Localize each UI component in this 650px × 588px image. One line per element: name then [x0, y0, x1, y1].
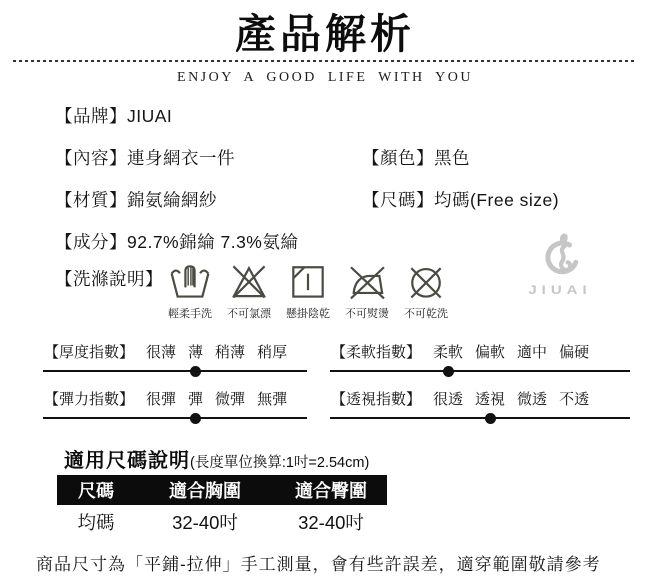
size-table-row — [57, 505, 387, 539]
content-row — [55, 145, 235, 170]
page-subtitle: ENJOY A GOOD LIFE WITH YOU — [177, 70, 473, 85]
index-option: 柔軟 — [433, 344, 464, 361]
elasticity-index — [43, 388, 307, 419]
wash-item — [167, 259, 213, 321]
logo-text: JIUAI — [528, 283, 592, 298]
measurement-disclaimer: 商品尺寸為「平鋪-拉伸」手工測量，會有些許誤差，適穿範圍敬請參考 — [36, 555, 601, 574]
thickness-index — [43, 341, 307, 372]
index-option: 稍厚 — [257, 344, 288, 361]
wash-item — [403, 259, 449, 321]
size-guide-title — [64, 444, 369, 473]
index-selected-dot — [190, 366, 201, 377]
brand-value: JIUAI — [127, 106, 173, 126]
wash-caption: 不可乾洗 — [404, 308, 448, 320]
index-option: 很透 — [433, 391, 464, 408]
index-option: 偏硬 — [559, 344, 590, 361]
index-label: 【透視指數】 — [331, 391, 422, 408]
index-scale-line — [43, 417, 307, 419]
color-label: 【顏色】 — [362, 148, 434, 168]
index-label: 【彈力指數】 — [44, 391, 135, 408]
content-label: 【內容】 — [55, 148, 127, 168]
wash-caption: 不可氯漂 — [227, 308, 271, 320]
index-option: 微彈 — [215, 391, 246, 408]
index-selected-dot — [190, 413, 201, 424]
index-scale-line — [43, 370, 307, 372]
hang-dry-shade-icon — [286, 259, 330, 303]
content-value: 連身網衣一件 — [127, 148, 235, 168]
index-option: 微透 — [517, 391, 548, 408]
size-table-header — [57, 475, 387, 505]
brand-row — [55, 103, 172, 128]
brand-logo — [516, 232, 604, 299]
index-option: 很薄 — [146, 344, 177, 361]
transparency-index — [330, 388, 630, 419]
wash-caption: 不可熨燙 — [345, 308, 389, 320]
wash-item — [226, 259, 272, 321]
material-value: 錦氨綸網紗 — [127, 190, 217, 210]
size-table — [57, 475, 387, 539]
size-table-cell: 32-40吋 — [172, 512, 238, 533]
composition-row — [55, 229, 298, 254]
size-guide-note: (長度單位換算:1吋=2.54cm) — [190, 455, 370, 471]
size-value: 均碼(Free size) — [434, 190, 560, 210]
index-selected-dot — [485, 413, 496, 424]
index-option: 偏軟 — [475, 344, 506, 361]
index-label: 【柔軟指數】 — [331, 344, 422, 361]
wash-item — [285, 259, 331, 321]
dashed-divider — [13, 60, 637, 62]
index-scale-line — [330, 370, 630, 372]
hand-wash-icon — [168, 259, 212, 303]
jiuai-logo-mark-icon — [538, 232, 582, 282]
color-row — [362, 145, 470, 170]
no-bleach-icon — [227, 259, 271, 303]
size-table-header-cell: 尺碼 — [78, 481, 114, 501]
color-value: 黑色 — [434, 148, 470, 168]
index-option: 彈 — [188, 391, 204, 408]
index-option: 無彈 — [257, 391, 288, 408]
size-table-header-cell: 適合臀圍 — [295, 481, 367, 501]
index-option: 稍薄 — [215, 344, 246, 361]
size-table-cell: 32-40吋 — [298, 512, 364, 533]
material-label: 【材質】 — [55, 190, 127, 210]
wash-caption: 輕柔手洗 — [168, 308, 212, 320]
index-selected-dot — [443, 366, 454, 377]
index-option: 很彈 — [146, 391, 177, 408]
material-row — [55, 187, 217, 212]
index-option: 透視 — [475, 391, 506, 408]
composition-value: 92.7%錦綸 7.3%氨綸 — [127, 232, 299, 252]
no-iron-icon — [345, 259, 389, 303]
size-table-cell: 均碼 — [77, 512, 115, 533]
composition-label: 【成分】 — [55, 232, 127, 252]
wash-item — [344, 259, 390, 321]
index-option: 薄 — [188, 344, 204, 361]
size-label: 【尺碼】 — [362, 190, 434, 210]
index-scale-line — [330, 417, 630, 419]
washing-icons-row — [167, 259, 449, 321]
index-label: 【厚度指數】 — [44, 344, 135, 361]
size-row — [362, 187, 559, 212]
wash-caption: 懸掛陰乾 — [286, 308, 330, 320]
page-title: 產品解析 — [235, 11, 415, 57]
washing-label: 【洗滌說明】 — [55, 269, 163, 289]
softness-index — [330, 341, 630, 372]
brand-label: 【品牌】 — [55, 106, 127, 126]
size-table-header-cell: 適合胸圍 — [169, 481, 241, 501]
no-dry-clean-icon — [404, 259, 448, 303]
index-option: 適中 — [517, 344, 548, 361]
index-option: 不透 — [559, 391, 590, 408]
size-guide-title-text: 適用尺碼說明 — [64, 450, 190, 472]
